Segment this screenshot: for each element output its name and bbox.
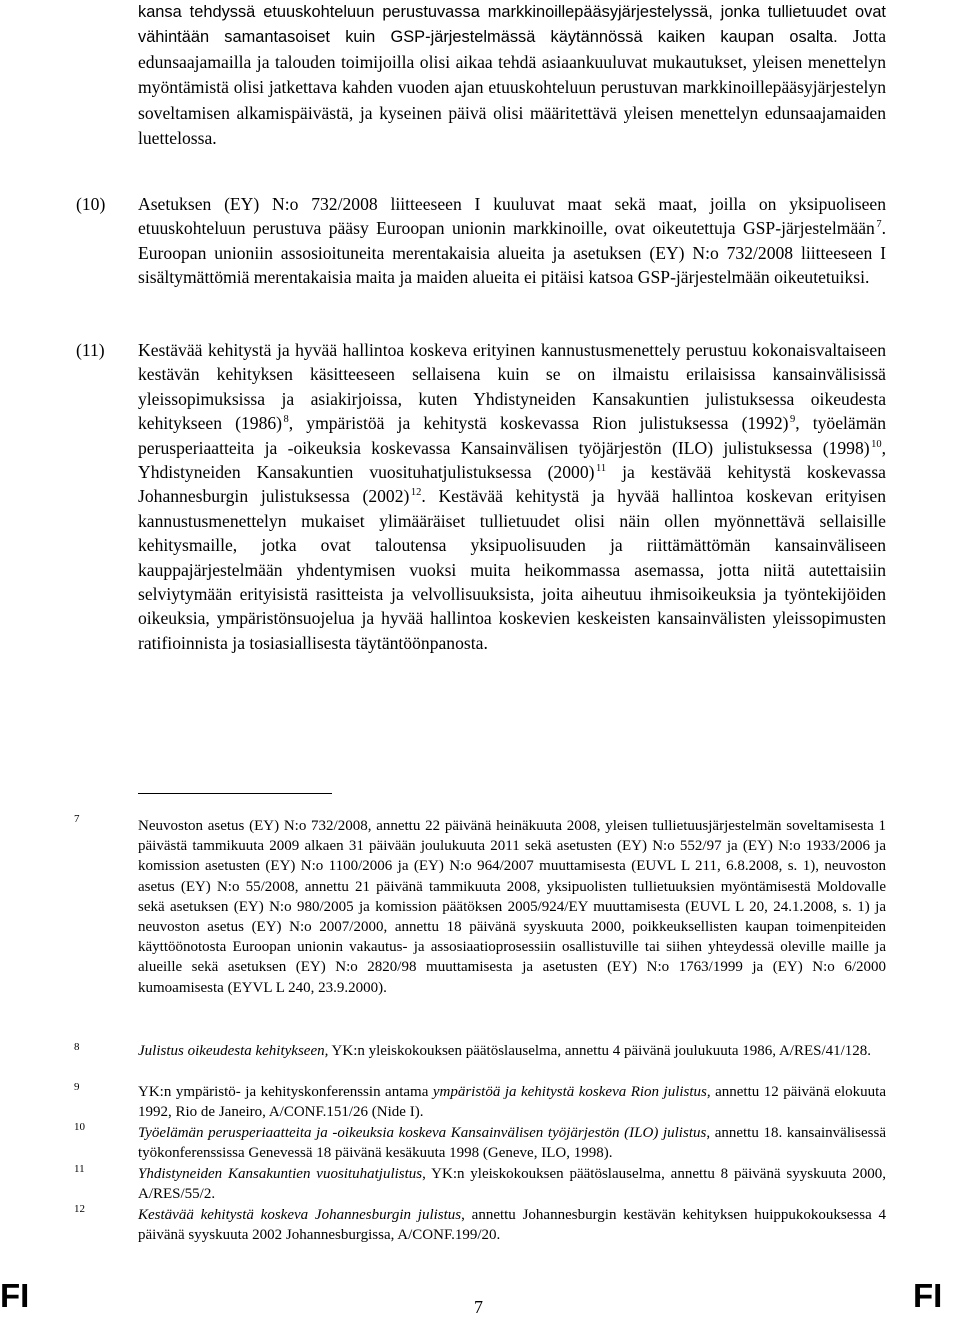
footnote-ref-10[interactable]: 10	[871, 438, 882, 450]
language-code-left: FI	[0, 1277, 30, 1314]
footnote-8-title: Julistus oikeudesta kehitykseen,	[138, 1043, 329, 1059]
footnote-9-lead: YK:n ympäristö- ja kehityskonferenssin antama	[138, 1084, 433, 1100]
footnote-11-rest: , YK:n yleiskokouksen päätöslauselma, annettu 8 päivänä syyskuuta 2000, A/RES/55/2.	[138, 1166, 886, 1203]
paragraph-11-text-b: , ympäristöä ja kehitystä koskevassa Rion julistuksessa (1992)	[288, 413, 789, 434]
paragraph-11-text-d: , Yhdistyneiden Kansakuntien vuosituhatjulistuksessa (2000)	[138, 437, 886, 483]
intro-serif-text: Jotta edunsaajamailla ja talouden toimijoilla olisi aikaa tehdä asiaankuuluvat mukautukset, yleisen menettelyn myöntämistä olisi jatkettava kahden vuoden ajan etuuskohteluun perustuvan markkinoillepääsyjärjestelyn soveltamisen alkamispäivästä, ja kyseinen päivä olisi määritettävä yleisen menettelyn edunsaajamaiden luettelossa.	[138, 26, 886, 149]
footnote-10	[138, 1123, 886, 1163]
paragraph-11-text-e: ja kestävää kehitystä koskevassa Johannesburgin julistuksessa (2002)	[138, 462, 886, 507]
footnote-11-title: Yhdistyneiden Kansakuntien vuosituhatjulistus	[138, 1166, 423, 1182]
footnote-9-number: 9	[74, 1081, 80, 1093]
paragraph-10-number: (10)	[76, 194, 106, 214]
paragraph-11	[138, 338, 886, 655]
paragraph-11-text-a: Kestävää kehitystä ja hyvää hallintoa koskeva erityinen kannustusmenettely perustuu kokonaisvaltaiseen kestävän kehityksen käsitteeseen sellaisena kuin se on ilmaistu erilaisissa kansainvälisissä yleissopimuksissa ja asiakirjoissa, kuten Yhdistyneiden Kansakuntien julistuksessa oikeudesta kehitykseen (1986)	[138, 340, 886, 434]
footnote-9-rest: , annettu 12 päivänä elokuuta 1992, Rio de Janeiro, A/CONF.151/26 (Nide I).	[138, 1084, 886, 1121]
footnote-12	[138, 1205, 886, 1245]
footnote-8-rest: YK:n yleiskokouksen päätöslauselma, annettu 4 päivänä joulukuuta 1986, A/RES/41/128.	[328, 1043, 872, 1059]
footnote-12-rest: , annettu Johannesburgin kestävän kehityksen huippukokouksessa 4 päivänä syyskuuta 2002 Johannesburgissa, A/CONF.199/20.	[138, 1207, 886, 1244]
footnote-10-number: 10	[74, 1121, 85, 1133]
footnote-10-title: Työelämän perusperiaatteita ja -oikeuksia koskeva Kansainvälisen työjärjestön (ILO) julistus	[138, 1125, 707, 1141]
paragraph-11-text-c: , työelämän perusperiaatteita ja -oikeuksia koskevassa Kansainvälisen työjärjestön (ILO) julistuksessa (1998)	[138, 413, 886, 458]
footnote-7: Neuvoston asetus (EY) N:o 732/2008, annettu 22 päivänä heinäkuuta 2008, yleisen tullietuusjärjestelmän soveltamisesta 1 päivästä tammikuuta 2009 alkaen 31 päivään joulukuuta 2011 sekä asetusten (EY) N:o 552/97 ja (EY) N:o 1933/2006 ja komission asetusten (EY) N:o 1100/2006 ja (EY) N:o 964/2007 muuttamisesta (EUVL L 211, 6.8.2008, s. 1), neuvoston asetus (EY) N:o 55/2008, annettu 21 päivänä tammikuuta 2008, yksipuolisten tullietuuksien myöntämisestä Moldovalle sekä asetuksen (EY) N:o 980/2005 ja komission päätöksen 2005/924/EY muuttamisesta (EUVL L 20, 24.1.2008, s. 1) ja neuvoston asetus (EY) N:o 2007/2000, annettu 18 päivänä syyskuuta 2000, poikkeuksellisten kaupan toimenpiteiden käyttöönotosta Euroopan unionin vakautus- ja assosiaatioprosessiin osallistuville tai siihen yhteydessä oleville maille ja alueille sekä asetuksen (EY) N:o 2820/98 muuttamisesta ja asetusten (EY) N:o 1763/1999 ja (EY) N:o 6/2000 kumoamisesta (EYVL L 240, 23.9.2000).	[138, 818, 886, 996]
page-number: 7	[474, 1297, 483, 1317]
footnote-12-number: 12	[74, 1203, 85, 1215]
footnote-8	[138, 1041, 886, 1061]
intro-paragraph	[138, 0, 886, 151]
footnote-7-number: 7	[74, 813, 80, 825]
paragraph-10	[138, 192, 886, 290]
paragraph-11-number: (11)	[76, 340, 105, 360]
footnote-ref-8[interactable]: 8	[283, 414, 289, 426]
footnote-11-number: 11	[74, 1163, 85, 1175]
footnote-separator	[138, 793, 332, 794]
footnote-9	[138, 1082, 886, 1122]
paragraph-10-text-b: . Euroopan unioniin assosioituneita merentakaisia alueita ja asetuksen (EY) N:o 732/2008 liitteeseen I sisältymättömiä merentakaisia maita ja maiden alueita ei pitäisi katsoa GSP-järjestelmään oikeutetuiksi.	[138, 218, 886, 288]
footnote-ref-9[interactable]: 9	[789, 414, 796, 426]
footnote-9-title: ympäristöä ja kehitystä koskeva Rion julistus	[432, 1084, 707, 1100]
paragraph-11-text-f: . Kestävää kehitystä ja hyvää hallintoa koskevan erityisen kannustusmenettelyn mukaiset ylimääräiset tullietuudet olisi näin ollen myönnettävä sellaisille kehitysmaille, jotka ovat taloutensa yksipuolisuuden ja riittämättömän kansainväliseen kauppajärjestelmään yhdentymisen vuoksi muita heikommassa asemassa, jotta niitä autettaisiin selviytymään erityisistä rasitteista ja velvollisuuksista, joita aiheutuu ihmisoikeuksia ja työntekijöiden oikeuksia, ympäristönsuojelua ja hyvää hallintoa koskevien keskeisten kansainvälisten yleissopimusten ratifioinnista ja tosiasiallisesta täytäntöönpanosta.	[138, 486, 886, 653]
paragraph-10-text-a: Asetuksen (EY) N:o 732/2008 liitteeseen I kuuluvat maat sekä maat, joilla on yksipuoliseen etuuskohteluun perustuva pääsy Euroopan unionin markkinoille, ovat oikeutettuja GSP-järjestelmään	[138, 194, 886, 239]
footnote-11	[138, 1164, 886, 1204]
footnote-ref-7[interactable]: 7	[876, 219, 882, 231]
footnote-ref-12[interactable]: 12	[410, 487, 422, 499]
footnote-10-rest: , annettu 18. kansainvälisessä työkonferenssissa Genevessä 18 päivänä kesäkuuta 1998 (Geneve, ILO, 1998).	[138, 1125, 886, 1162]
intro-sans-text: kansa tehdyssä etuuskohteluun perustuvassa markkinoillepääsyjärjestelyssä, jonka tullietuudet ovat vähintään samantasoiset kuin GSP-järjestelmässä käytännössä kaiken kaupan osalta.	[138, 3, 886, 47]
language-code-right: FI	[913, 1277, 943, 1314]
footnote-8-number: 8	[74, 1041, 80, 1053]
footnote-12-title: Kestävää kehitystä koskeva Johannesburgin julistus	[138, 1207, 462, 1223]
footnote-ref-11[interactable]: 11	[595, 463, 607, 475]
